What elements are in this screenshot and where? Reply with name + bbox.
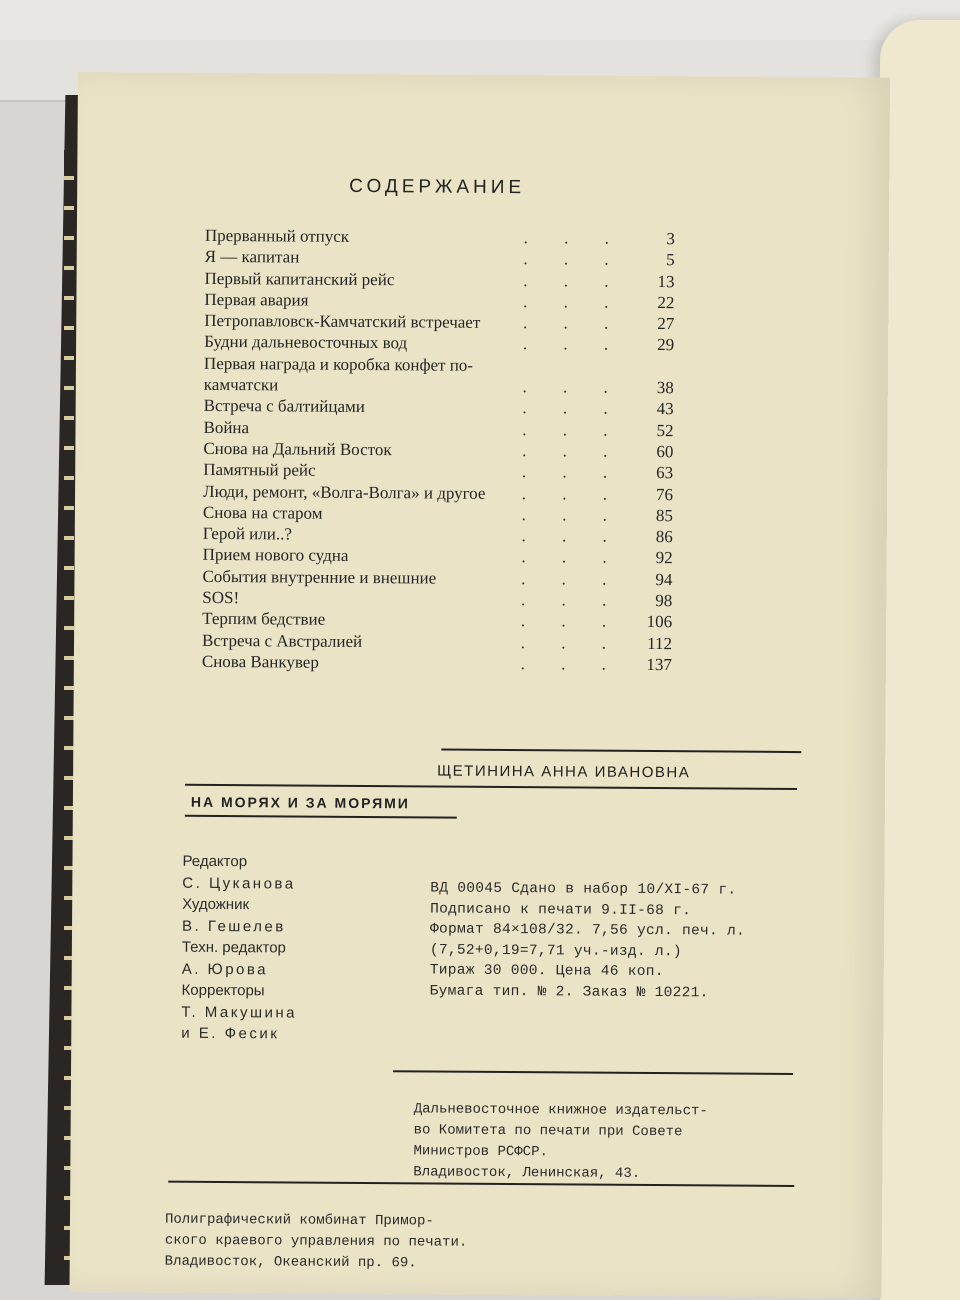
toc-entry-title: SOS! xyxy=(202,587,239,608)
toc-leader-dots: . . . xyxy=(522,419,623,441)
toc-entry-title: Первая авария xyxy=(204,289,308,311)
printer-line: Владивосток, Океанский пр. 69. xyxy=(165,1252,468,1275)
credit-line: А. Юрова xyxy=(182,958,298,980)
toc-entry-title: Снова на Дальний Восток xyxy=(203,438,391,460)
imprint-info xyxy=(430,878,746,1003)
toc-leader-dots: . . . xyxy=(521,589,622,611)
toc-entry-page: 5 xyxy=(635,249,675,270)
toc-leader-dots: . . . xyxy=(523,334,624,356)
toc-entry-page: 52 xyxy=(633,420,673,441)
toc-leader-dots: . . . xyxy=(522,461,623,483)
divider xyxy=(185,815,457,819)
imprint-line: Тираж 30 000. Цена 46 коп. xyxy=(430,960,745,983)
credit-line: Редактор xyxy=(182,851,298,873)
toc-entry-title: Петропавловск-Камчатский встречает xyxy=(204,310,480,333)
toc-entry-title: Встреча с Австралией xyxy=(202,630,362,652)
divider xyxy=(441,749,801,754)
toc-entry-title: Прерванный отпуск xyxy=(205,225,349,247)
toc-entry-page: 106 xyxy=(632,611,672,632)
toc-entry-page: 60 xyxy=(633,441,673,462)
toc-entry-page: 3 xyxy=(635,228,675,249)
toc-entry xyxy=(202,651,662,676)
toc-entry-title: камчатски xyxy=(204,374,279,396)
toc-entry-page: 38 xyxy=(634,377,674,398)
credit-line: Техн. редактор xyxy=(182,937,298,959)
toc-entry-title: Люди, ремонт, «Волга-Волга» и другое xyxy=(203,480,486,503)
imprint-line: Формат 84×108/32. 7,56 усл. печ. л. xyxy=(430,919,745,942)
toc-entry-title: Снова на старом xyxy=(203,502,323,524)
toc-entry-title: Снова Ванкувер xyxy=(202,651,319,673)
toc-leader-dots: . . . xyxy=(522,397,623,419)
toc-entry-page: 112 xyxy=(632,633,672,654)
toc-entry-title: Прием нового судна xyxy=(203,544,349,566)
toc-leader-dots: . . . xyxy=(522,504,623,526)
credits-list xyxy=(181,851,298,1045)
toc-entry-page: 76 xyxy=(633,483,673,504)
publisher-line: Владивосток, Ленинская, 43. xyxy=(413,1162,707,1185)
credit-line: Т. Макушина xyxy=(181,1001,297,1023)
credit-line: С. Цуканова xyxy=(182,872,298,894)
toc-entry-page: 85 xyxy=(633,505,673,526)
toc-entry-page: 92 xyxy=(633,547,673,568)
toc-entry-page: 63 xyxy=(633,462,673,483)
toc-leader-dots: . . . xyxy=(522,376,623,398)
toc-entry-title: Будни дальневосточных вод xyxy=(204,331,407,353)
toc-entry-page: 137 xyxy=(632,654,672,675)
credit-line: В. Гешелев xyxy=(182,915,298,937)
toc-entry-page: 43 xyxy=(634,398,674,419)
table-of-contents xyxy=(202,225,665,675)
toc-entry-page: 27 xyxy=(634,313,674,334)
toc-heading: СОДЕРЖАНИЕ xyxy=(349,176,525,199)
credit-line: Художник xyxy=(182,894,298,916)
printer-line: ского краевого управления по печати. xyxy=(165,1231,468,1254)
toc-leader-dots: . . . xyxy=(523,248,624,270)
credit-line: Корректоры xyxy=(182,980,298,1002)
book-title: НА МОРЯХ И ЗА МОРЯМИ xyxy=(191,794,410,812)
imprint-line: ВД 00045 Сдано в набор 10/XI-67 г. xyxy=(430,878,745,901)
toc-leader-dots: . . . xyxy=(523,291,624,313)
toc-leader-dots: . . . xyxy=(521,525,622,547)
publisher-info xyxy=(413,1099,708,1185)
toc-entry-title: Первая награда и коробка конфет по- xyxy=(204,353,473,376)
toc-leader-dots: . . . xyxy=(521,610,622,632)
toc-leader-dots: . . . xyxy=(521,568,622,590)
imprint-line: Подписано к печати 9.II-68 г. xyxy=(430,899,745,922)
divider xyxy=(185,784,797,790)
toc-entry-page: 22 xyxy=(634,292,674,313)
toc-leader-dots: . . . xyxy=(521,547,622,569)
toc-entry-title: Памятный рейс xyxy=(203,459,316,481)
toc-entry-page: 94 xyxy=(632,569,672,590)
imprint-line: Бумага тип. № 2. Заказ № 10221. xyxy=(430,981,745,1004)
toc-entry-title: События внутренние и внешние xyxy=(202,566,436,589)
toc-leader-dots: . . . xyxy=(522,440,623,462)
printer-info xyxy=(165,1210,468,1275)
author-name: ЩЕТИНИНА АННА ИВАНОВНА xyxy=(437,763,690,782)
toc-leader-dots: . . . xyxy=(522,483,623,505)
toc-leader-dots: . . . xyxy=(521,632,622,654)
publisher-line: Министров РСФСР. xyxy=(413,1141,707,1164)
toc-entry-page: 29 xyxy=(634,334,674,355)
toc-entry-title: Я — капитан xyxy=(205,246,300,268)
toc-leader-dots: . . . xyxy=(523,312,624,334)
toc-entry-title: Герой или..? xyxy=(203,523,292,545)
toc-leader-dots: . . . xyxy=(524,227,625,249)
divider xyxy=(393,1070,793,1075)
publisher-line: во Комитета по печати при Совете xyxy=(414,1120,708,1143)
toc-entry-title: Терпим бедствие xyxy=(202,608,325,630)
toc-entry-page: 13 xyxy=(634,270,674,291)
toc-leader-dots: . . . xyxy=(521,653,622,675)
book-page xyxy=(69,72,889,1298)
imprint-line: (7,52+0,19=7,71 уч.-изд. л.) xyxy=(430,940,745,963)
credit-line: и Е. Фесик xyxy=(181,1023,297,1045)
toc-entry-title: Первый капитанский рейс xyxy=(204,267,394,289)
toc-entry-page: 98 xyxy=(632,590,672,611)
printer-line: Полиграфический комбинат Примор- xyxy=(165,1210,468,1233)
toc-entry-title: Встреча с балтийцами xyxy=(204,395,365,417)
toc-entry-page: 86 xyxy=(633,526,673,547)
toc-entry-title: Война xyxy=(203,417,249,438)
publisher-line: Дальневосточное книжное издательст- xyxy=(414,1099,708,1122)
facing-page xyxy=(880,20,960,1300)
toc-leader-dots: . . . xyxy=(523,270,624,292)
